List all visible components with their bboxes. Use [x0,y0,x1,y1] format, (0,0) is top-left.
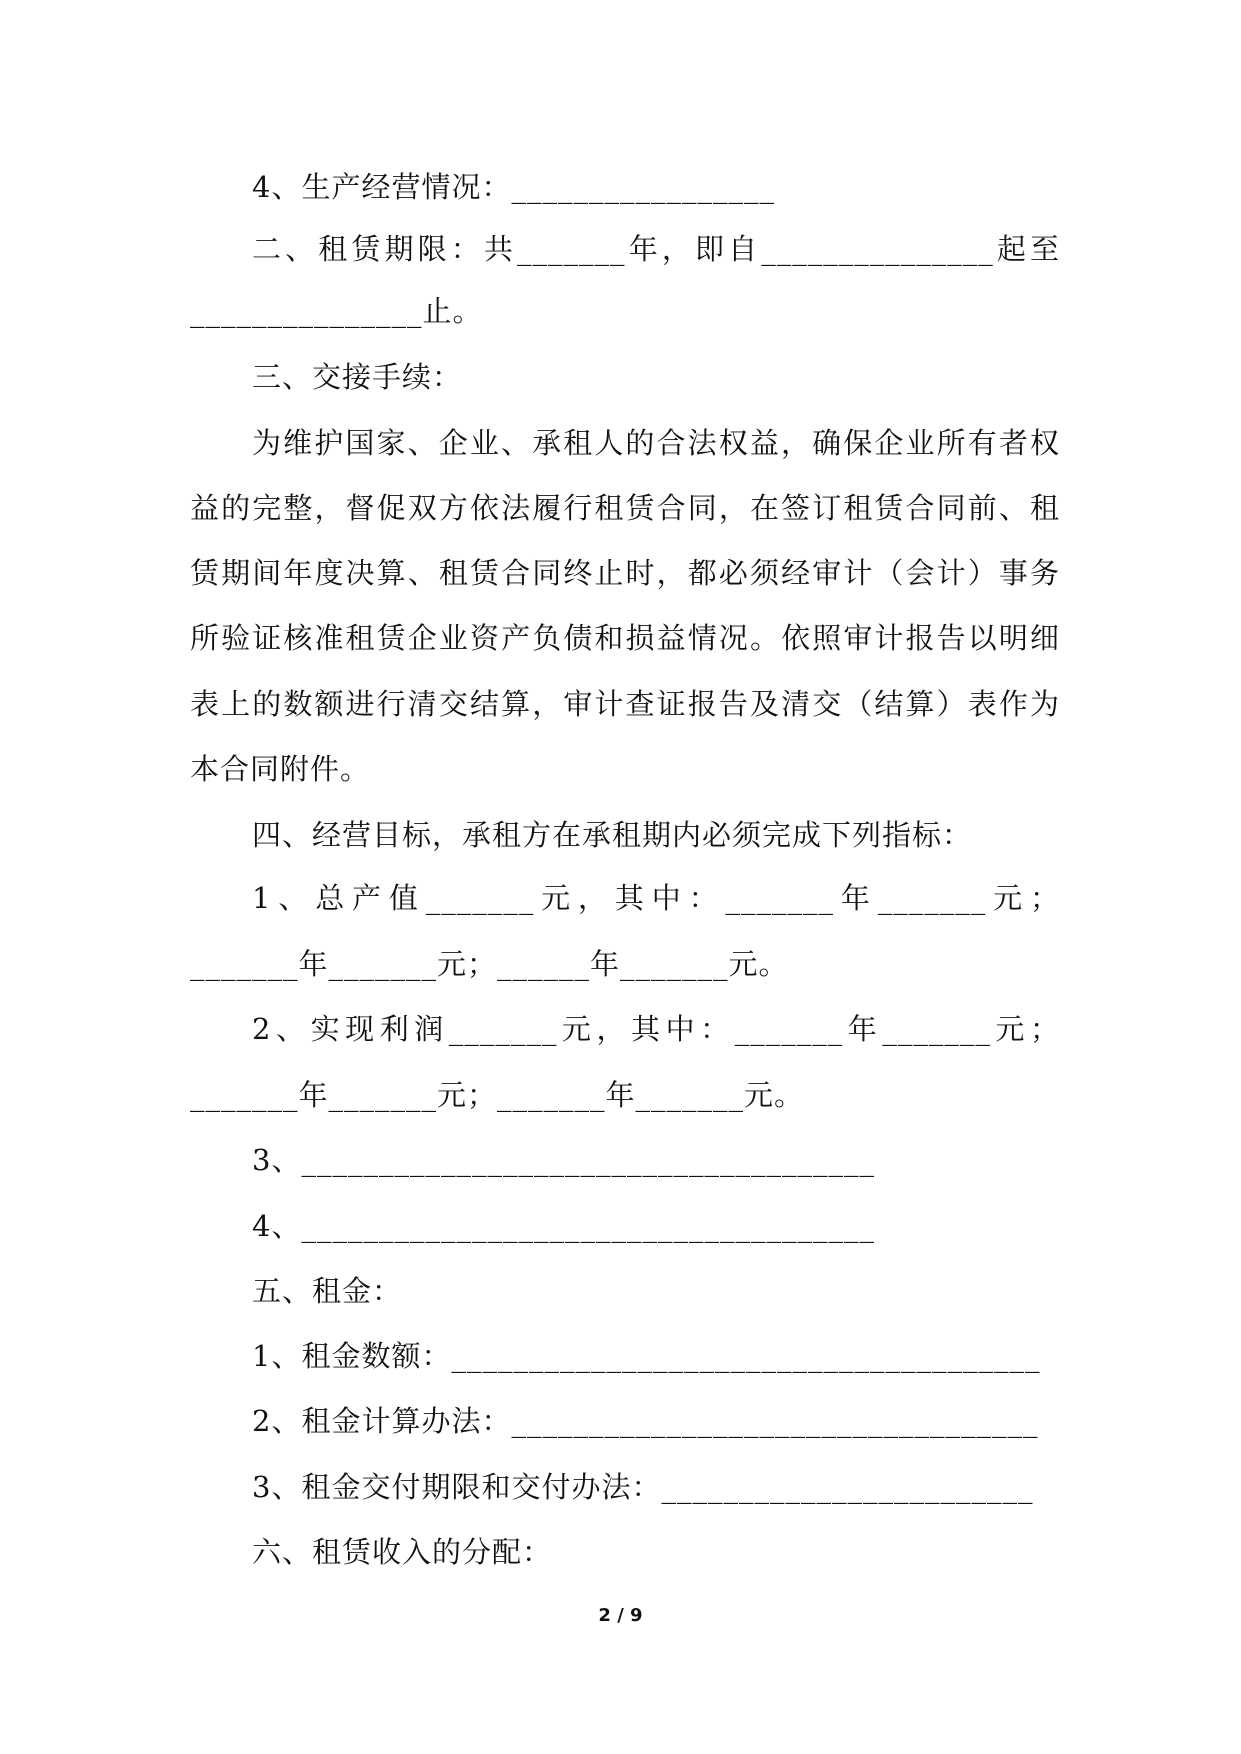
text-line: 赁期间年度决算、租赁合同终止时，都必须经审计（会计）事务 [190,556,1060,590]
text-line: 4、生产经营情况：_________________ [252,170,775,204]
text-line: 益的完整，督促双方依法履行租赁合同，在签订租赁合同前、租 [190,491,1060,525]
text-line: _______年_______元；_______年_______元。 [190,1078,805,1112]
text-line: 3、_____________________________________ [252,1143,875,1177]
section-heading: 六、租赁收入的分配： [252,1535,553,1569]
text-line: _______年_______元；______年_______元。 [190,947,789,981]
text-line: _______________止。 [190,294,483,328]
text-line: 表上的数额进行清交结算，审计查证报告及清交（结算）表作为 [190,687,1060,721]
text-line: 为维护国家、企业、承租人的合法权益，确保企业所有者权 [252,426,1060,460]
text-line: 2、租金计算办法：__________________________________ [252,1404,1039,1438]
section-heading: 五、租金： [252,1274,403,1308]
text-line: 所验证核准租赁企业资产负债和损益情况。依照审计报告以明细 [190,621,1060,655]
text-line: 本合同附件。 [190,752,371,786]
text-line: 1、总产值_______元，其中：_______年_______元； [252,881,1060,915]
text-line: 二、租赁期限：共_______年，即自_______________起至 [252,232,1060,266]
section-heading: 四、经营目标，承租方在承租期内必须完成下列指标： [252,818,973,852]
text-line: 2、实现利润_______元，其中：_______年_______元； [252,1012,1060,1046]
text-line: 4、_____________________________________ [252,1209,875,1243]
text-line: 3、租金交付期限和交付办法：________________________ [252,1470,1034,1504]
page-number: 2 / 9 [598,1605,643,1626]
section-heading: 三、交接手续： [252,360,463,394]
text-line: 1、租金数额：______________________________________ [252,1339,1041,1373]
